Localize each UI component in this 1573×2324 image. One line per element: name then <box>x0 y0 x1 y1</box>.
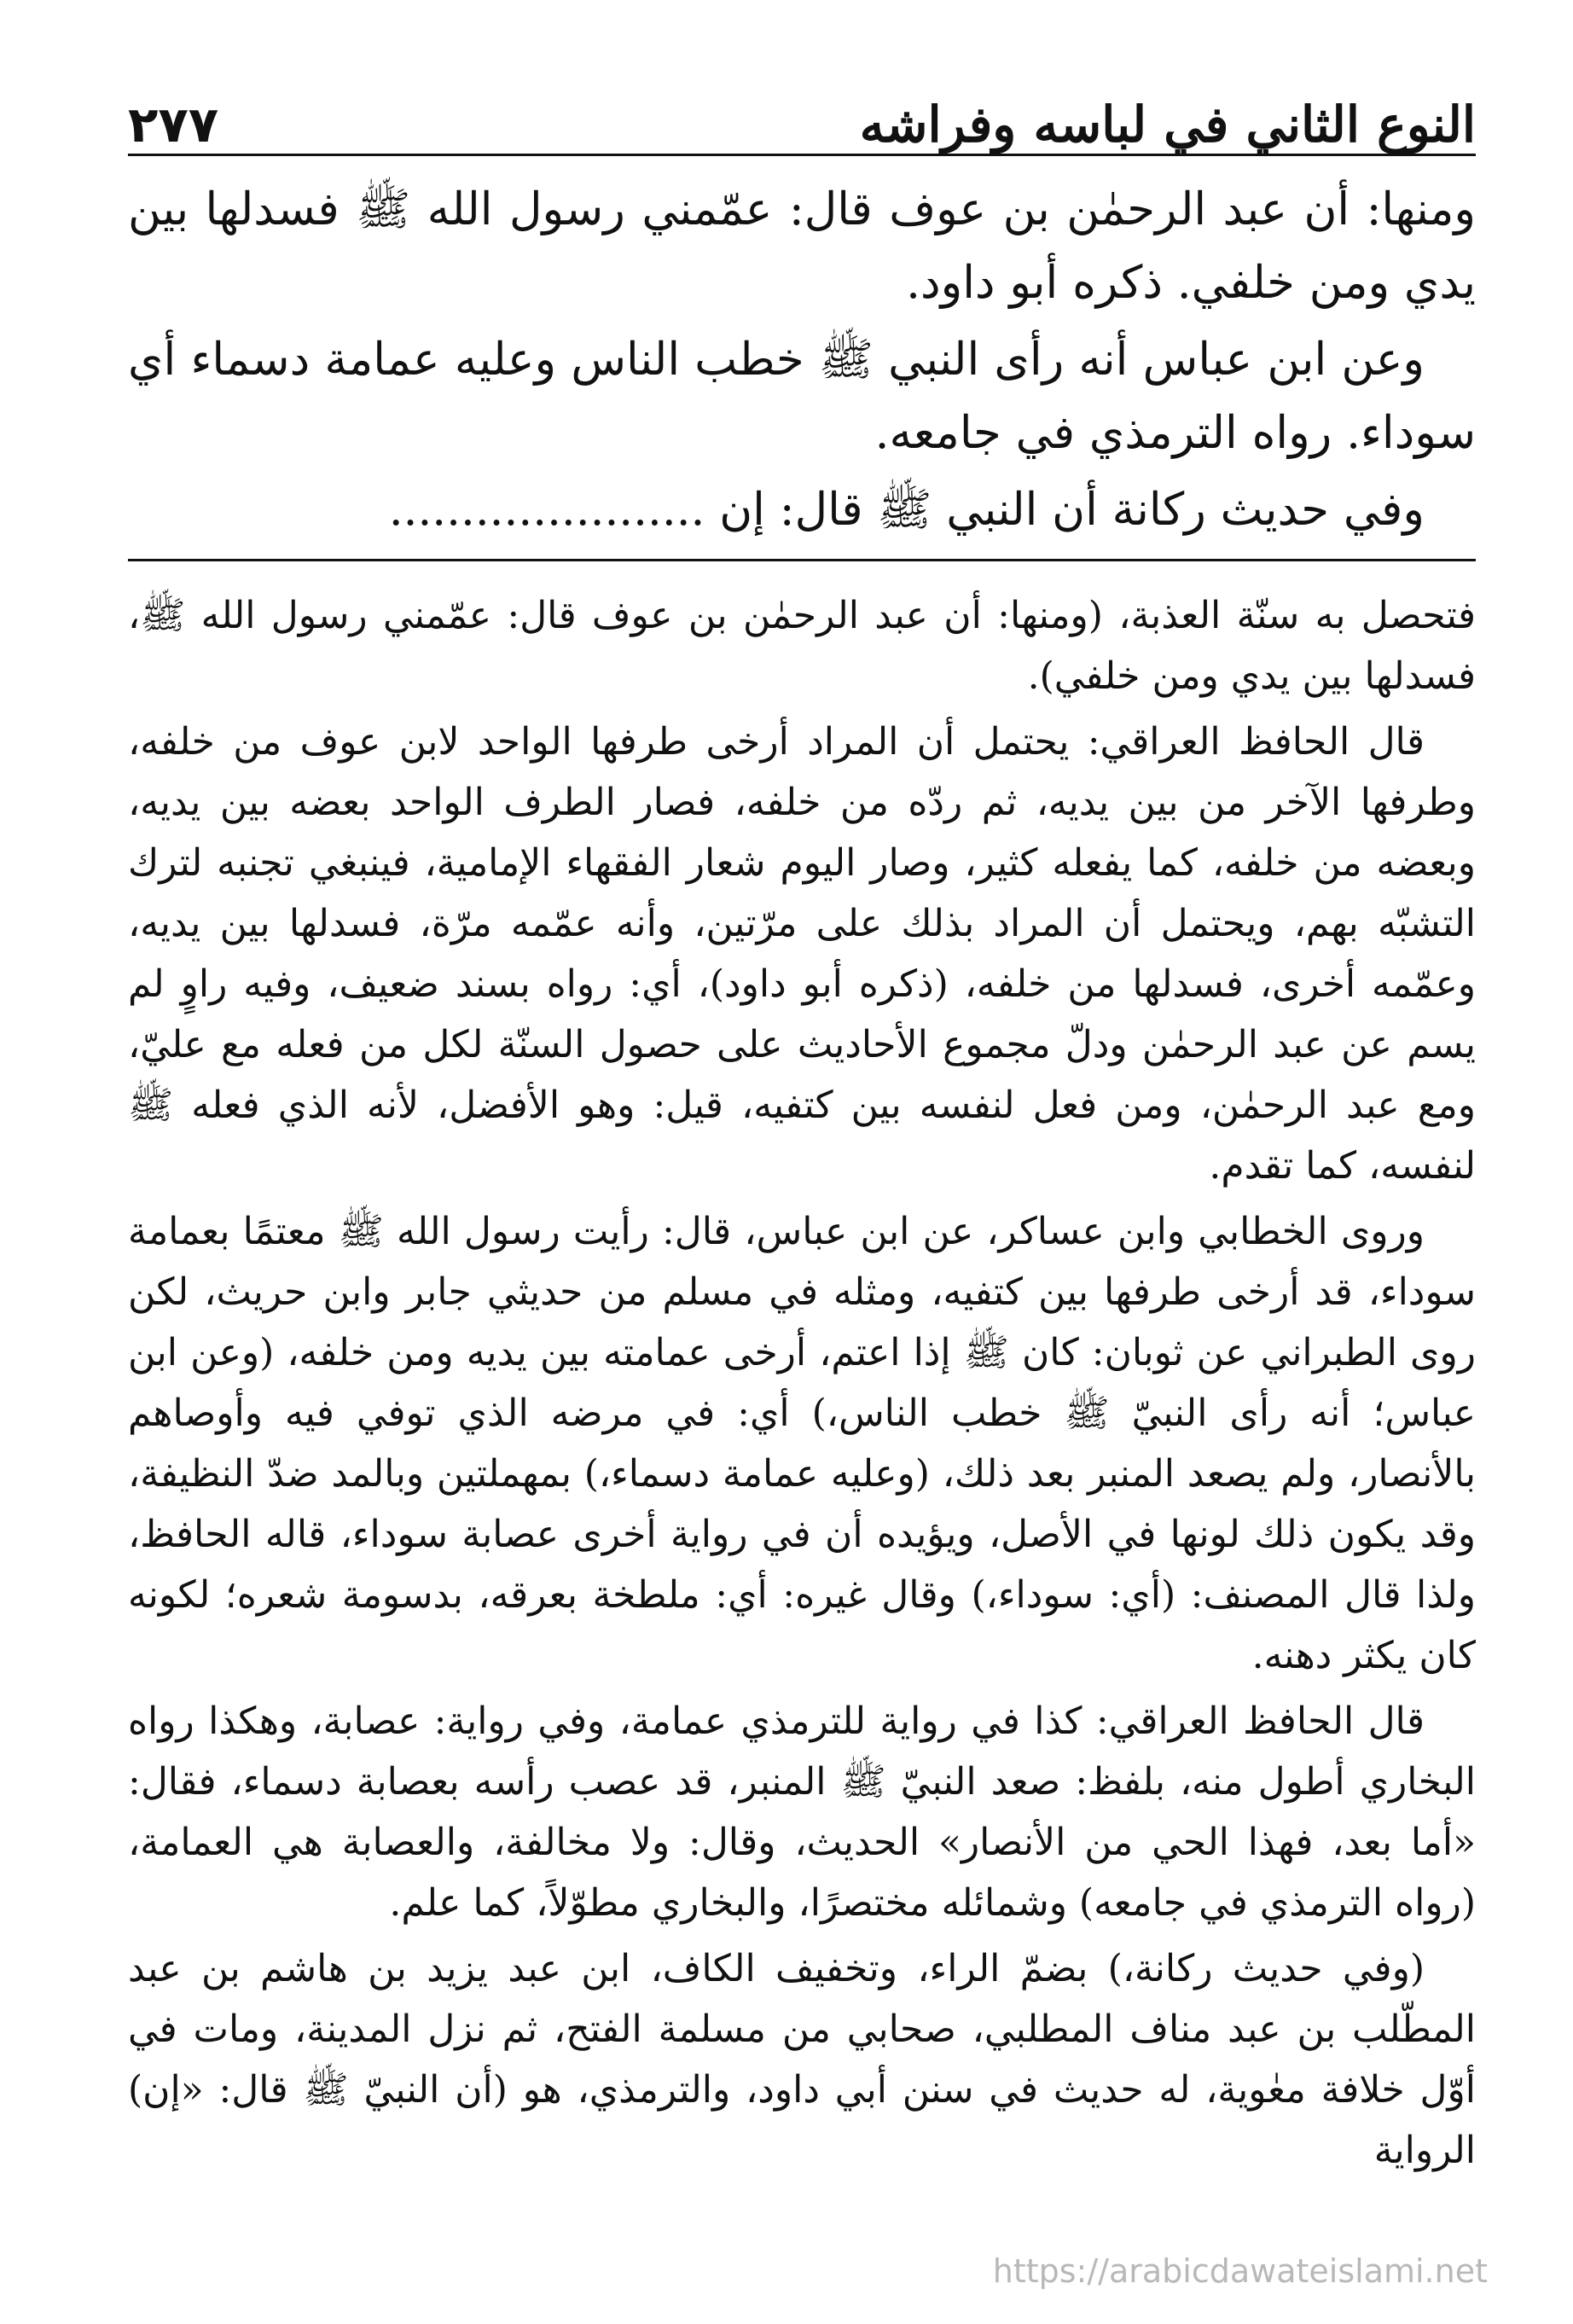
matn-paragraph: وعن ابن عباس أنه رأى النبي ﷺ خطب الناس وعليه عمامة دسماء أي سوداء. رواه الترمذي في جامعه. <box>128 334 1476 459</box>
matn-paragraph: وفي حديث ركانة أن النبي ﷺ قال: إن ...................... <box>388 484 1425 536</box>
commentary-paragraph: قال الحافظ العراقي: يحتمل أن المراد أرخى طرفها الواحد لابن عوف من خلفه، وطرفها الآخر من بين يديه، ثم ردّه من خلفه، فصار الطرف الواحد بعضه بين يديه، وبعضه من خلفه، كما يفعله كثير، وصار اليوم شعار الفقهاء الإمامية، فينبغي تجنبه لترك التشبّه بهم، ويحتمل أن المراد بذلك على مرّتين، وأنه عمّمه مرّة، فسدلها بين يديه، وعمّمه أخرى، فسدلها من خلفه، (ذكره أبو داود)، أي: رواه بسند ضعيف، وفيه راوٍ لم يسم عن عبد الرحمٰن ودلّ مجموع الأحاديث على حصول السنّة لكل من فعله مع عليّ، ومع عبد الرحمٰن، ومن فعل لنفسه بين كتفيه، قيل: وهو الأفضل، لأنه الذي فعله ﷺ لنفسه، كما تقدم. <box>128 720 1476 1188</box>
commentary-paragraph: فتحصل به سنّة العذبة، (ومنها: أن عبد الرحمٰن بن عوف قال: عمّمني رسول الله ﷺ، فسدلها بين يدي ومن خلفي). <box>128 594 1476 698</box>
commentary <box>128 585 1476 2181</box>
section-divider <box>128 559 1476 561</box>
page-number: ٢٧٧ <box>128 96 219 154</box>
page-header <box>128 51 1476 156</box>
book-page <box>128 51 1476 2186</box>
matn-paragraph: ومنها: أن عبد الرحمٰن بن عوف قال: عمّمني رسول الله ﷺ فسدلها بين يدي ومن خلفي. ذكره أبو داود. <box>128 183 1476 309</box>
commentary-paragraph: وروى الخطابي وابن عساكر، عن ابن عباس، قال: رأيت رسول الله ﷺ معتمًا بعمامة سوداء، قد أرخى طرفها بين كتفيه، ومثله في مسلم من حديثي جابر وابن حريث، لكن روى الطبراني عن ثوبان: كان ﷺ إذا اعتم، أرخى عمامته بين يديه ومن خلفه، (وعن ابن عباس؛ أنه رأى النبيّ ﷺ خطب الناس،) أي: في مرضه الذي توفي فيه وأوصاهم بالأنصار، ولم يصعد المنبر بعد ذلك، (وعليه عمامة دسماء،) بمهملتين وبالمد ضدّ النظيفة، وقد يكون ذلك لونها في الأصل، ويؤيده أن في رواية أخرى عصابة سوداء، قاله الحافظ، ولذا قال المصنف: (أي: سوداء،) وقال غيره: أي: ملطخة بعرقه، بدسومة شعره؛ لكونه كان يكثر دهنه. <box>128 1210 1476 1677</box>
chapter-title: النوع الثاني في لباسه وفراشه <box>859 96 1476 154</box>
watermark-url: https://arabicdawateislami.net <box>992 2252 1488 2290</box>
commentary-paragraph: قال الحافظ العراقي: كذا في رواية للترمذي عمامة، وفي رواية: عصابة، وهكذا رواه البخاري أطول منه، بلفظ: صعد النبيّ ﷺ المنبر، قد عصب رأسه بعصابة دسماء، فقال: «أما بعد، فهذا الحي من الأنصار» الحديث، وقال: ولا مخالفة، والعصابة هي العمامة، (رواه الترمذي في جامعه) وشمائله مختصرًا، والبخاري مطوّلاً، كما علم. <box>128 1699 1476 1925</box>
commentary-paragraph: (وفي حديث ركانة،) بضمّ الراء، وتخفيف الكاف، ابن عبد يزيد بن هاشم بن عبد المطّلب بن عبد مناف المطلبي، صحابي من مسلمة الفتح، ثم نزل المدينة، ومات في أوّل خلافة معٰوية، له حديث في سنن أبي داود، والترمذي، هو (أن النبيّ ﷺ قال: «إن) الرواية <box>128 1947 1476 2172</box>
main-text <box>128 173 1476 547</box>
